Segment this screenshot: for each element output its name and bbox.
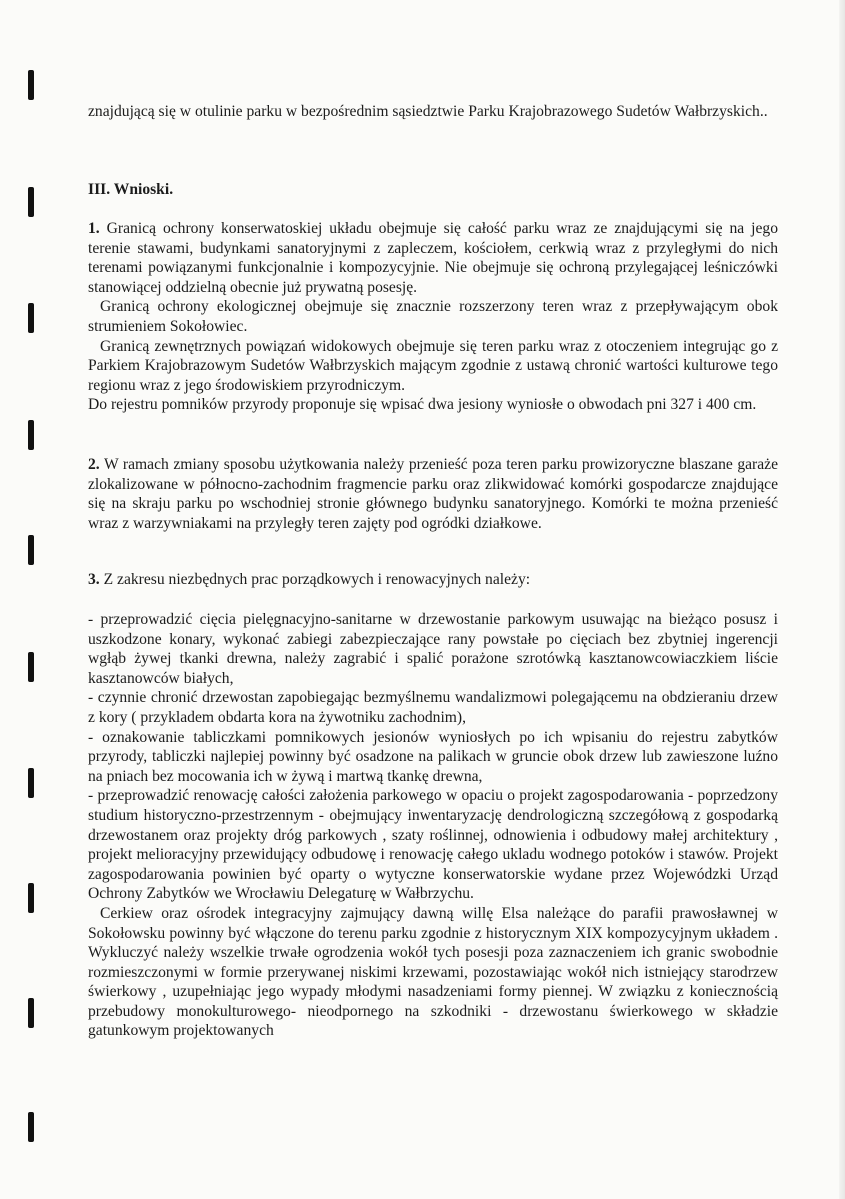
page-edge-shadow — [839, 0, 845, 1199]
list-item: - oznakowanie tabliczkami pomnikowych jesionów wyniosłych po ich wpisaniu do rejestru zabytków przyrody, tabliczki najlepiej powinny być osadzone na palikach w gruncie obok drzew lub zawieszone luźno na pniach bez mocowania ich w żywą i martwą tkankę drewna, — [88, 728, 778, 785]
binder-mark — [28, 535, 34, 565]
closing-paragraph: Cerkiew oraz ośrodek integracyjny zajmujący dawną willę Elsa należące do parafii prawosławnej w Sokołowsku powinny być włączone do terenu parku zgodnie z historycznym XIX kompozycyjnym układem . Wykluczyć należy wszelkie trwałe ogrodzenia wokół tych posesji poza zaznaczeniem ich granic swobodnie rozmieszczonymi w formie przerywanej niskimi krzewami, pozostawiając wokół nich istniejący starodrzew świerkowy , uzupełniając jego wypady młodymi nasadzeniami formy piennej. W związku z koniecznością przebudowy monokulturowego- nieodpornego na szkodniki - drzewostanu świerkowego w składzie gatunkowym projektowanych — [88, 904, 778, 1040]
section-heading: III. Wnioski. — [88, 181, 174, 198]
point-3-para — [88, 570, 778, 590]
binder-mark — [28, 768, 34, 798]
intro-paragraph — [88, 102, 778, 122]
point-2-text: W ramach zmiany sposobu użytkowania należy przenieść poza teren parku prowizoryczne blaszane garaże zlokalizowane w północno-zachodnim fragmencie parku oraz zlikwidować komórki gospodarcze znajdujące się na skraju parku po wschodniej stronie głównego budynku sanatoryjnego. Komórki te można przenieść wraz z warzywniakami na przyległy teren zajęty pod ogródki działkowe. — [88, 456, 778, 532]
point-1 — [88, 219, 778, 415]
binder-mark — [28, 998, 34, 1028]
binder-mark — [28, 187, 34, 217]
point-3 — [88, 570, 778, 590]
point-3-text: Z zakresu niezbędnych prac porządkowych i renowacyjnych należy: — [103, 571, 531, 588]
list-item: - przeprowadzić renowację całości założenia parkowego w opaciu o projekt zagospodarowania - poprzedzony studium historyczno-przestrzennym - obejmujący inwentaryzację dendrologiczną szczegółową z gospodarką drzewostanem oraz projekty dróg parkowych , szaty roślinnej, odnowienia i odbudowy małej architektury , projekt melioracyjny przewidujący odbudowę i renowację całego ukladu wodnego potoków i stawów. Projekt zagospodarowania powinien być oparty o wytyczne konserwatorskie wydane przez Wojewódzki Urząd Ochrony Zabytków we Wrocławiu Delegaturę w Wałbrzychu. — [88, 787, 778, 903]
intro-text: znajdującą się w otulinie parku w bezpośrednim sąsiedztwie Parku Krajobrazowego Sudetów Wałbrzyskich.. — [88, 103, 768, 120]
list-item: - czynnie chronić drzewostan zapobiegając bezmyślnemu wandalizmowi polegającemu na obdzieraniu drzew z kory ( przykladem obdarta kora na żywotniku zachodnim), — [88, 689, 778, 726]
binder-mark — [28, 652, 34, 682]
binder-mark — [28, 303, 34, 333]
point-2-para — [88, 455, 778, 533]
task-list — [88, 610, 778, 1041]
point-1-para-a — [88, 219, 778, 297]
binder-mark — [28, 70, 34, 100]
point-1-para-b: Granicą ochrony ekologicznej obejmuje się znacznie rozszerzony teren wraz z przepływającym obok strumieniem Sokołowiec. — [88, 298, 778, 335]
point-3-number: 3. — [88, 571, 100, 588]
binder-mark — [28, 1112, 34, 1142]
binder-mark — [28, 883, 34, 913]
point-1-text-a: Granicą ochrony konserwatoskiej układu obejmuje się całość parku wraz ze znajdującymi się na jego terenie stawami, budynkami sanatoryjnymi z zapleczem, kościołem, cerkwią wraz z przyległymi do nich terenami powiązanymi funkcjonalnie i kompozycyjnie. Nie obejmuje się ochroną przylegającej leśniczówki stanowiącej oddzielną obecnie już prywatną posesję. — [88, 220, 778, 296]
point-1-para-d: Do rejestru pomników przyrody proponuje się wpisać dwa jesiony wyniosłe o obwodach pni 327 i 400 cm. — [88, 396, 757, 414]
point-1-para-c: Granicą zewnętrznych powiązań widokowych obejmuje się teren parku wraz z otoczeniem integrując go z Parkiem Krajobrazowym Sudetów Wałbrzyskich mającym zgodnie z ustawą chronić wartości kulturowe tego regionu wraz z jego środowiskiem przyrodniczym. — [88, 337, 778, 394]
section-heading-block — [88, 180, 778, 200]
binder-mark — [28, 420, 34, 450]
point-2 — [88, 455, 778, 533]
point-1-number: 1. — [88, 220, 100, 237]
point-2-number: 2. — [88, 456, 100, 473]
list-item: - przeprowadzić cięcia pielęgnacyjno-sanitarne w drzewostanie parkowym usuwając na bieżąco posusz i uszkodzone konary, wykonać zabiegi zabezpieczające rany powstałe po cięciach bez zbytniej ingerencji wgłąb żywej tkanki drewna, należy zagrabić i spalić porażone szrotówką kasztanowcowiaczkiem liście kasztanowców białych, — [88, 611, 778, 687]
